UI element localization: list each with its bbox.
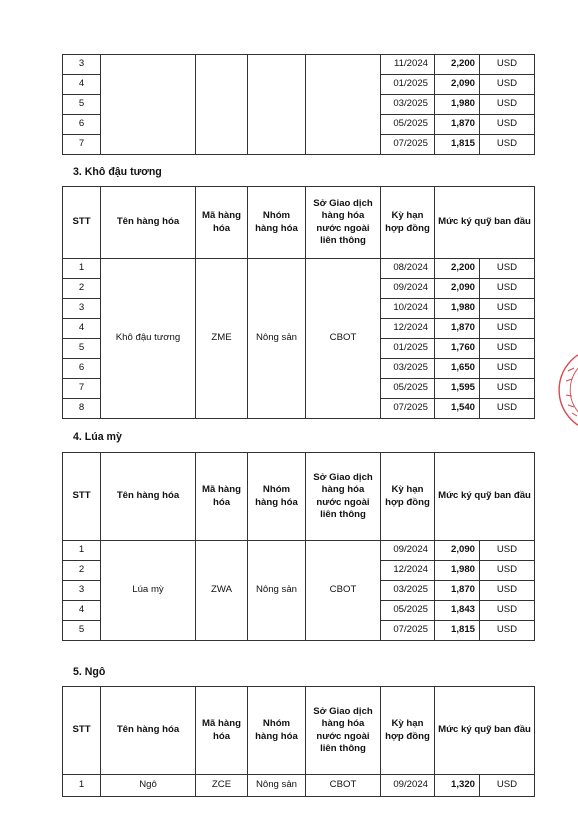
table-row bbox=[63, 55, 535, 75]
margin-value-cell: 2,090 bbox=[435, 541, 480, 561]
group-cell bbox=[248, 55, 306, 155]
margin-value-cell: 1,843 bbox=[435, 601, 480, 621]
section-4-heading: 4. Lúa mỳ bbox=[73, 431, 122, 443]
term-cell: 08/2024 bbox=[381, 259, 435, 279]
margin-value-cell: 2,200 bbox=[435, 259, 480, 279]
header-margin: Mức ký quỹ ban đầu bbox=[435, 453, 535, 541]
stt-cell: 3 bbox=[63, 55, 101, 75]
group-cell: Nông sản bbox=[248, 541, 306, 641]
term-cell: 07/2025 bbox=[381, 621, 435, 641]
margin-value-cell: 1,815 bbox=[435, 621, 480, 641]
exchange-cell: CBOT bbox=[306, 259, 381, 419]
stt-cell: 3 bbox=[63, 581, 101, 601]
stt-cell: 4 bbox=[63, 319, 101, 339]
unit-cell: USD bbox=[480, 379, 535, 399]
table-body bbox=[63, 541, 535, 641]
term-cell: 01/2025 bbox=[381, 75, 435, 95]
stt-cell: 8 bbox=[63, 399, 101, 419]
margin-value-cell: 2,200 bbox=[435, 55, 480, 75]
unit-cell: USD bbox=[480, 299, 535, 319]
header-stt: STT bbox=[63, 687, 101, 775]
header-exchange: Sở Giao dịch hàng hóa nước ngoài liên thông bbox=[306, 687, 381, 775]
red-seal-stamp bbox=[558, 345, 578, 435]
unit-cell: USD bbox=[480, 601, 535, 621]
stt-cell: 1 bbox=[63, 541, 101, 561]
term-cell: 07/2025 bbox=[381, 135, 435, 155]
unit-cell: USD bbox=[480, 775, 535, 797]
table-header bbox=[63, 187, 535, 259]
unit-cell: USD bbox=[480, 359, 535, 379]
unit-cell: USD bbox=[480, 75, 535, 95]
term-cell: 05/2025 bbox=[381, 379, 435, 399]
unit-cell: USD bbox=[480, 581, 535, 601]
unit-cell: USD bbox=[480, 561, 535, 581]
stt-cell: 7 bbox=[63, 135, 101, 155]
unit-cell: USD bbox=[480, 55, 535, 75]
name-cell bbox=[101, 55, 196, 155]
term-cell: 12/2024 bbox=[381, 319, 435, 339]
header-group: Nhóm hàng hóa bbox=[248, 187, 306, 259]
header-row bbox=[63, 453, 535, 541]
header-group: Nhóm hàng hóa bbox=[248, 453, 306, 541]
table-row bbox=[63, 775, 535, 797]
exchange-cell: CBOT bbox=[306, 541, 381, 641]
margin-value-cell: 1,815 bbox=[435, 135, 480, 155]
margin-value-cell: 2,090 bbox=[435, 279, 480, 299]
margin-value-cell: 1,870 bbox=[435, 115, 480, 135]
margin-value-cell: 1,595 bbox=[435, 379, 480, 399]
code-cell: ZME bbox=[196, 259, 248, 419]
group-cell: Nông sản bbox=[248, 775, 306, 797]
unit-cell: USD bbox=[480, 399, 535, 419]
stt-cell: 1 bbox=[63, 259, 101, 279]
term-cell: 09/2024 bbox=[381, 775, 435, 797]
margin-value-cell: 1,980 bbox=[435, 299, 480, 319]
header-margin: Mức ký quỹ ban đầu bbox=[435, 687, 535, 775]
margin-value-cell: 1,980 bbox=[435, 561, 480, 581]
header-term: Kỳ hạn hợp đồng bbox=[381, 687, 435, 775]
table-section-5 bbox=[62, 686, 535, 797]
name-cell: Khô đậu tương bbox=[101, 259, 196, 419]
stt-cell: 3 bbox=[63, 299, 101, 319]
header-term: Kỳ hạn hợp đồng bbox=[381, 187, 435, 259]
table-header bbox=[63, 687, 535, 775]
stt-cell: 1 bbox=[63, 775, 101, 797]
table-continued-body bbox=[63, 55, 535, 155]
unit-cell: USD bbox=[480, 279, 535, 299]
header-term: Kỳ hạn hợp đồng bbox=[381, 453, 435, 541]
header-code: Mã hàng hóa bbox=[196, 187, 248, 259]
stt-cell: 5 bbox=[63, 621, 101, 641]
header-code: Mã hàng hóa bbox=[196, 453, 248, 541]
margin-value-cell: 1,540 bbox=[435, 399, 480, 419]
unit-cell: USD bbox=[480, 319, 535, 339]
header-row bbox=[63, 187, 535, 259]
term-cell: 03/2025 bbox=[381, 95, 435, 115]
margin-value-cell: 1,870 bbox=[435, 319, 480, 339]
table-body bbox=[63, 775, 535, 797]
code-cell: ZWA bbox=[196, 541, 248, 641]
table-row bbox=[63, 259, 535, 279]
header-row bbox=[63, 687, 535, 775]
name-cell: Ngô bbox=[101, 775, 196, 797]
term-cell: 09/2024 bbox=[381, 279, 435, 299]
unit-cell: USD bbox=[480, 259, 535, 279]
table-header bbox=[63, 453, 535, 541]
term-cell: 03/2025 bbox=[381, 359, 435, 379]
term-cell: 03/2025 bbox=[381, 581, 435, 601]
header-stt: STT bbox=[63, 187, 101, 259]
term-cell: 09/2024 bbox=[381, 541, 435, 561]
table-section-4 bbox=[62, 452, 535, 641]
margin-value-cell: 1,760 bbox=[435, 339, 480, 359]
term-cell: 10/2024 bbox=[381, 299, 435, 319]
table-body bbox=[63, 259, 535, 419]
table-section-3 bbox=[62, 186, 535, 419]
term-cell: 01/2025 bbox=[381, 339, 435, 359]
section-5-heading: 5. Ngô bbox=[73, 666, 106, 678]
header-code: Mã hàng hóa bbox=[196, 687, 248, 775]
stt-cell: 2 bbox=[63, 561, 101, 581]
term-cell: 07/2025 bbox=[381, 399, 435, 419]
header-name: Tên hàng hóa bbox=[101, 187, 196, 259]
term-cell: 05/2025 bbox=[381, 115, 435, 135]
stt-cell: 6 bbox=[63, 359, 101, 379]
exchange-cell bbox=[306, 55, 381, 155]
unit-cell: USD bbox=[480, 621, 535, 641]
section-3-heading: 3. Khô đậu tương bbox=[73, 166, 162, 178]
unit-cell: USD bbox=[480, 115, 535, 135]
header-exchange: Sở Giao dịch hàng hóa nước ngoài liên thông bbox=[306, 187, 381, 259]
header-stt: STT bbox=[63, 453, 101, 541]
stt-cell: 4 bbox=[63, 601, 101, 621]
stt-cell: 6 bbox=[63, 115, 101, 135]
unit-cell: USD bbox=[480, 339, 535, 359]
term-cell: 11/2024 bbox=[381, 55, 435, 75]
name-cell: Lúa mỳ bbox=[101, 541, 196, 641]
code-cell: ZCE bbox=[196, 775, 248, 797]
header-name: Tên hàng hóa bbox=[101, 453, 196, 541]
unit-cell: USD bbox=[480, 135, 535, 155]
stt-cell: 7 bbox=[63, 379, 101, 399]
header-margin: Mức ký quỹ ban đầu bbox=[435, 187, 535, 259]
term-cell: 05/2025 bbox=[381, 601, 435, 621]
code-cell bbox=[196, 55, 248, 155]
unit-cell: USD bbox=[480, 541, 535, 561]
margin-value-cell: 1,650 bbox=[435, 359, 480, 379]
margin-value-cell: 1,870 bbox=[435, 581, 480, 601]
margin-value-cell: 1,980 bbox=[435, 95, 480, 115]
exchange-cell: CBOT bbox=[306, 775, 381, 797]
group-cell: Nông sản bbox=[248, 259, 306, 419]
margin-value-cell: 1,320 bbox=[435, 775, 480, 797]
margin-value-cell: 2,090 bbox=[435, 75, 480, 95]
stt-cell: 2 bbox=[63, 279, 101, 299]
header-exchange: Sở Giao dịch hàng hóa nước ngoài liên thông bbox=[306, 453, 381, 541]
stt-cell: 5 bbox=[63, 95, 101, 115]
header-group: Nhóm hàng hóa bbox=[248, 687, 306, 775]
stt-cell: 5 bbox=[63, 339, 101, 359]
header-name: Tên hàng hóa bbox=[101, 687, 196, 775]
table-continued bbox=[62, 54, 535, 155]
stt-cell: 4 bbox=[63, 75, 101, 95]
table-row bbox=[63, 541, 535, 561]
term-cell: 12/2024 bbox=[381, 561, 435, 581]
unit-cell: USD bbox=[480, 95, 535, 115]
